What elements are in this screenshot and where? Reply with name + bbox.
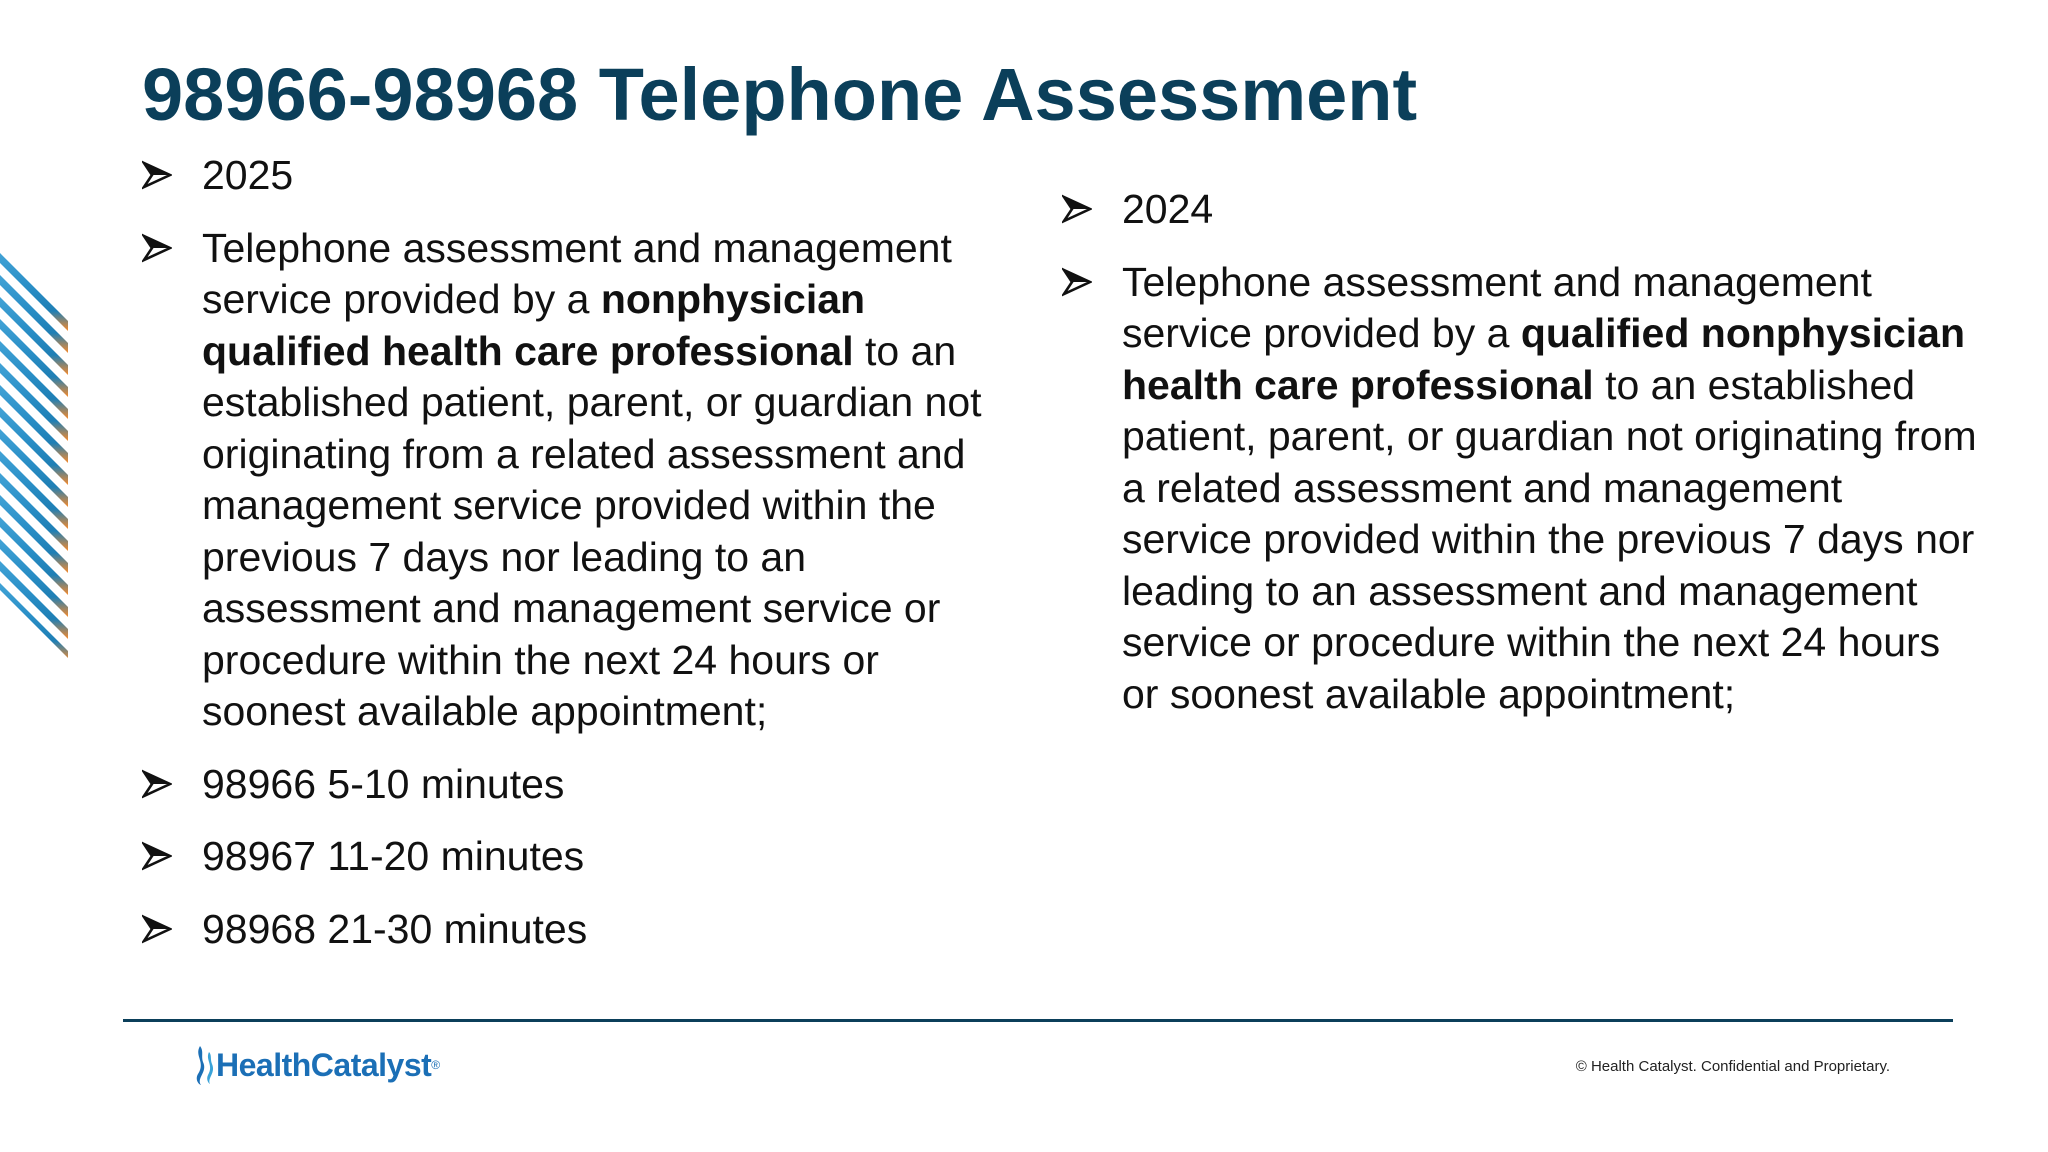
logo-text-catalyst: Catalyst: [310, 1046, 432, 1083]
right-column-list: [1062, 184, 1982, 741]
code-label: 98966 5-10 minutes: [202, 760, 565, 807]
description-text-post: to an established patient, parent, or guardian not originating from a related assessment and management service provided within the previous 7 days nor leading to an assessment and management service or procedure within the next 24 hours or soonest available appointment;: [202, 327, 982, 734]
description-text-bold: qualified nonphysician health care professional: [1122, 310, 1966, 408]
arrowhead-bullet-icon: [142, 769, 172, 799]
arrowhead-bullet-icon: [1062, 267, 1092, 297]
list-item-description-2024: [1062, 257, 1982, 721]
code-label: 98968 21-30 minutes: [202, 905, 588, 952]
health-catalyst-logo: [192, 1044, 440, 1086]
list-item-code-98968: [142, 904, 1002, 956]
left-column-list: [142, 150, 1002, 976]
list-item-code-98966: [142, 759, 1002, 811]
arrowhead-bullet-icon: [142, 914, 172, 944]
slide-title: 98966-98968 Telephone Assessment: [142, 53, 1418, 136]
description-text-pre: Telephone assessment and management service provided by a: [202, 224, 952, 322]
footer-divider: [123, 1019, 1953, 1022]
list-item-year-2024: [1062, 184, 1982, 236]
arrowhead-bullet-icon: [142, 233, 172, 263]
arrowhead-bullet-icon: [142, 160, 172, 190]
description-text-pre: Telephone assessment and management service provided by a: [1122, 258, 1872, 356]
description-text-post: to an established patient, parent, or guardian not originating from a related assessment and management service provided within the previous 7 days nor leading to an assessment and management service or procedure within the next 24 hours or soonest available appointment;: [1122, 361, 1977, 717]
logo-registered-mark: ®: [431, 1058, 440, 1072]
list-item-code-98967: [142, 831, 1002, 883]
logo-text-health: Health: [216, 1046, 311, 1083]
arrowhead-bullet-icon: [1062, 194, 1092, 224]
health-catalyst-flame-icon: [192, 1044, 216, 1086]
code-label: 98967 11-20 minutes: [202, 833, 585, 879]
diagonal-stripes-decoration: [0, 218, 68, 658]
list-item-year-2025: [142, 150, 1002, 202]
year-label: 2025: [202, 152, 294, 198]
description-text-bold: nonphysician qualified health care professional: [202, 276, 866, 374]
arrowhead-bullet-icon: [142, 841, 172, 871]
copyright-notice: © Health Catalyst. Confidential and Proprietary.: [1575, 1058, 1890, 1075]
list-item-description-2025: [142, 223, 1002, 738]
year-label: 2024: [1122, 186, 1214, 232]
